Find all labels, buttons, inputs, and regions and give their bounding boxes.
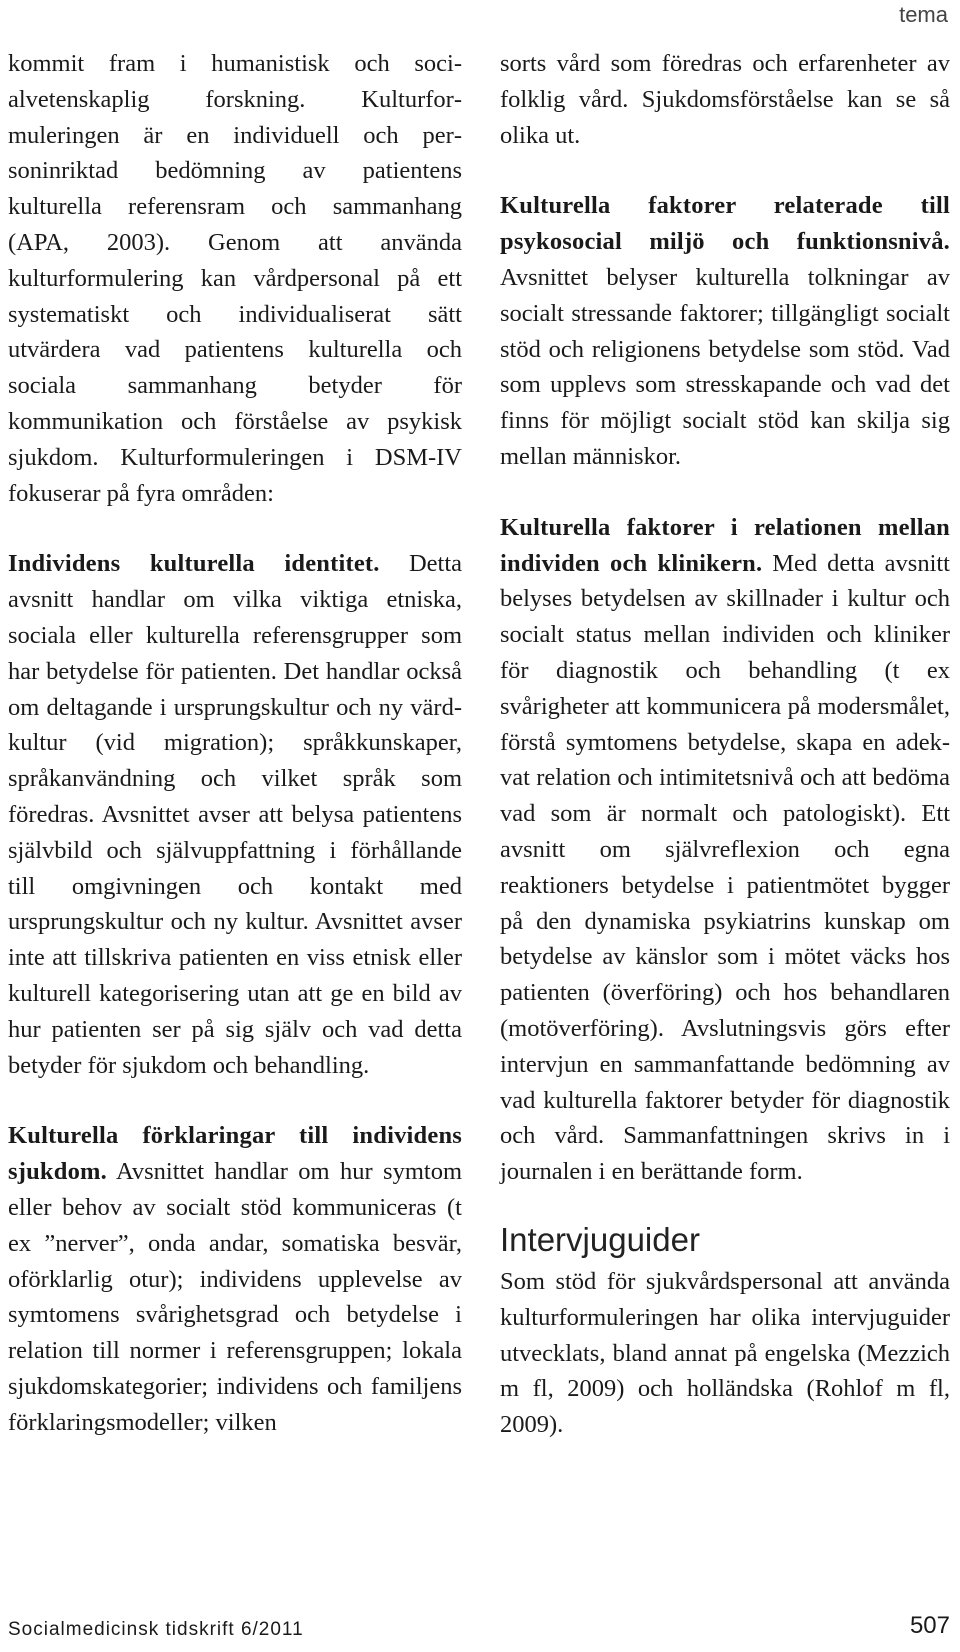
section-cultural-identity (8, 546, 462, 1083)
intro-paragraph: kommit fram i humanistisk och socialvetenskaplig forskning. Kulturformuleringen är en individuell och personinriktad bedömning av patientens kulturella referensram och sammanhang (APA, 2003). Genom att använda kulturformulering kan vårdpersonal på ett systematiskt och individualiserat sätt utvärdera vad patientens kulturella och sociala sammanhang betyder för kommunikation och förståelse av psykisk sjukdom. Kulturformuleringen i DSM-IV fokuserar på fyra områden: (8, 50, 462, 507)
section-text: Avsnittet belyser kulturella tolkningar av socialt stressande faktorer; tillgängligt socialt stöd och religionens betydelse som stöd. Vad som upplevs som stresskapande och vad det finns för möjligt socialt stöd kan skilja sig mellan människor. (500, 263, 950, 470)
section-cultural-explanations (8, 1118, 462, 1440)
section-text: Avsnittet handlar om hur symtom eller behov av socialt stöd kommuniceras (t ex ”nerver”, onda andar, somatiska besvär, oförklarlig otur); individens upplevelse av symtomens svårighetsgrad och betydelse i relation till normer i referensgruppen; lokala sjukdomskategorier; individens och familjens förklaringsmodeller; vilken (8, 1158, 462, 1436)
interview-guides-paragraph: Som stöd för sjukvårdspersonal att använda kulturformuleringen har olika intervjuguider utvecklats, bland annat på engelska (Mezzich m fl, 2009) och holländska (Rohlof m fl, 2009). (500, 1267, 950, 1439)
right-column (500, 46, 950, 1443)
section-tag: tema (899, 2, 948, 27)
left-column (8, 46, 462, 1440)
section-heading: Kulturella faktorer relaterade till psykosocial miljö och funktionsnivå. (500, 192, 950, 256)
section-text: Detta avsnitt handlar om vilka viktiga etniska, sociala eller kulturella referensgrupper som har betydelse för patienten. Det handlar också om deltagande i ursprungskultur och ny värdkultur (vid migration); språkkunskaper, språkanvändning och vilket språk som föredras. Avsnittet avser att belysa patientens självbild och självuppfattning i förhållande till omgivningen och kontakt med ursprungskultur och ny kultur. Avsnittet avser inte att tillskriva patienten en viss etnisk eller kulturell kategorisering utan att ge en bild av hur patienten ser på sig själv och vad detta betyder för sjukdom och behandling. (8, 550, 462, 1079)
section-text: Med detta avsnitt belyses betydelsen av skillnader i kultur och socialt status mellan individen och kliniker för diagnostik och behandling (t ex svårigheter att kommunicera på modersmålet, förstå symtomens betydelse, skapa en adekvat relation och intimitetsnivå och att bedöma vad som är normalt och patologiskt). Ett avsnitt om självreflexion och egna reaktioners betydelse i patientmötet bygger på den dynamiska psykiatrins kunskap om betydelse av känslor som i mötet väcks hos patienten (överföring) och hos behandlaren (motöverföring). Avslutningsvis görs efter intervjun en sammanfattande bedömning av vad kulturella faktorer betyder för diagnostik och vård. Sammanfattningen skrivs in i journalen i en berättande form. (500, 549, 950, 1186)
section-psychosocial-factors (500, 188, 950, 474)
page-number: 507 (909, 1612, 950, 1639)
section-heading: Kulturella faktorer i relationen mellan individen och klinikern. (500, 513, 950, 577)
subheading-interview-guides: Intervjuguider (500, 1220, 700, 1258)
section-clinician-relation (500, 510, 950, 1190)
continuation-paragraph: sorts vård som föredras och erfarenheter av folklig vård. Sjukdomsförståelse kan se så olika ut. (500, 50, 950, 149)
section-heading: Individens kulturella identitet. (8, 550, 380, 578)
journal-footer: Socialmedicinsk tidskrift 6/2011 (8, 1619, 304, 1640)
section-heading: Kulturella förklaringar till individens sjukdom. (8, 1122, 462, 1186)
